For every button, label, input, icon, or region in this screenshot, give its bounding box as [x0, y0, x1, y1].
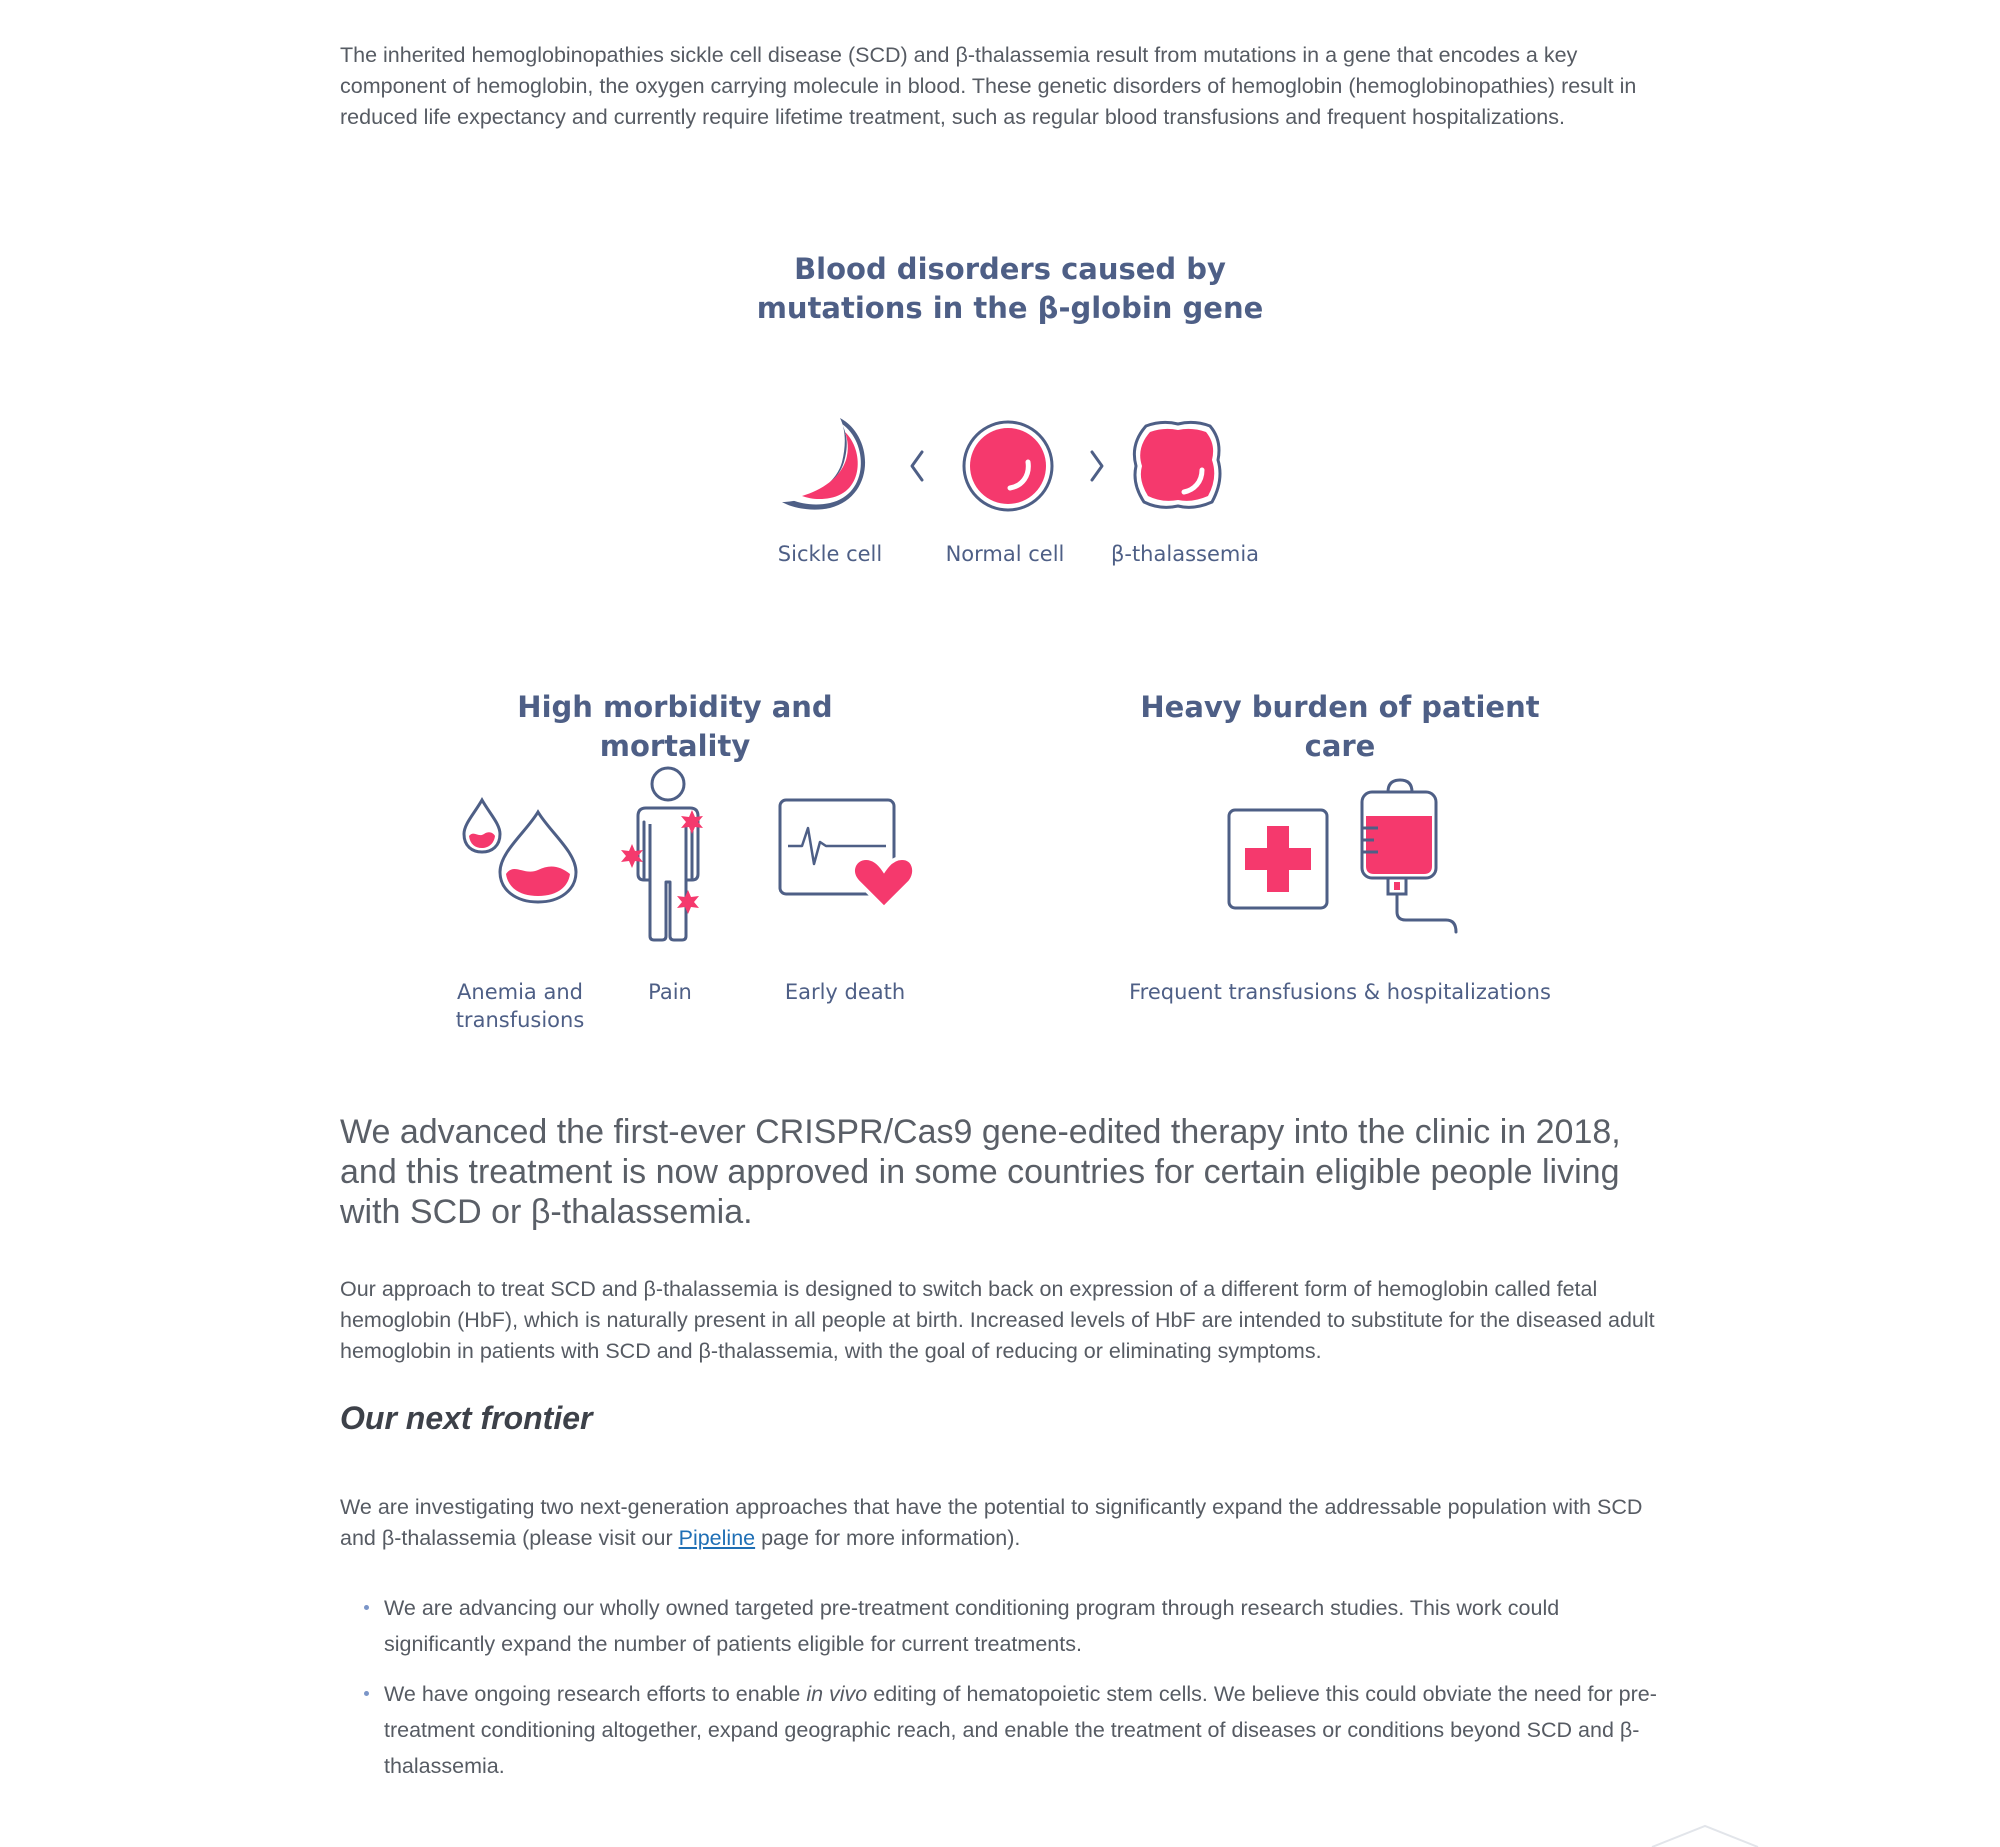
pipeline-link[interactable]: Pipeline [678, 1526, 756, 1550]
burden-title: Heavy burden of patient care [1140, 690, 1540, 763]
less-than-icon [912, 452, 922, 480]
anemia-label-line2: transfusions [455, 1008, 585, 1032]
person-pain-icon [620, 764, 710, 942]
frontier-text-after: page for more information). [755, 1526, 1021, 1550]
pain-label: Pain [648, 980, 692, 1004]
list-item [366, 1676, 1666, 1784]
sickle-cell-label: Sickle cell [777, 542, 883, 566]
cells-row [770, 410, 1250, 520]
bullet-text-before: We have ongoing research efforts to enable [384, 1682, 807, 1706]
figure-title-line1: Blood disorders caused by [794, 252, 1226, 286]
transfusions-hospitalizations-label: Frequent transfusions & hospitalizations [1129, 980, 1551, 1004]
morbidity-title: High morbidity and mortality [517, 690, 833, 763]
thalassemia-cell-icon [1134, 422, 1220, 507]
bullet-text: We are advancing our wholly owned targeted pre-treatment conditioning program through research studies. This work could significantly expand the number of patients eligible for current treatments. [384, 1596, 1560, 1656]
normal-cell-icon [964, 422, 1052, 510]
blood-drops-icon [462, 796, 582, 906]
frontier-text-before: We are investigating two next-generation approaches that have the potential to significantly expand the addressable population with SCD and β-thalassemia (please visit our [340, 1495, 1643, 1550]
iv-bag-icon [1358, 778, 1460, 934]
anemia-label-line1: Anemia and [457, 980, 583, 1004]
early-death-label: Early death [784, 980, 906, 1004]
intro-paragraph: The inherited hemoglobinopathies sickle cell disease (SCD) and β-thalassemia result from mutations in a gene that encodes a key component of hemoglobin, the oxygen carrying molecule in blood. These genetic disorders of hemoglobin (hemoglobinopathies) result in reduced life expectancy and currently require lifetime treatment, such as regular blood transfusions and frequent hospitalizations. [340, 43, 1637, 129]
bullet-dot [364, 1691, 369, 1696]
anemia-label [440, 978, 600, 1034]
heart-monitor-icon [778, 798, 914, 910]
frontier-bullet-list [366, 1590, 1666, 1798]
first-aid-icon [1227, 808, 1329, 910]
sickle-cell-icon [782, 418, 865, 510]
frontier-paragraph [340, 1492, 1660, 1554]
figure-title-line2: mutations in the β-globin gene [756, 291, 1264, 325]
normal-cell-label: Normal cell [945, 542, 1065, 566]
bullet-dot [364, 1605, 369, 1610]
greater-than-icon [1092, 452, 1102, 480]
bullet-text-italic: in vivo [806, 1682, 868, 1706]
decorative-chevron-icon [1650, 1824, 1760, 1847]
bullet-text-after: editing of hematopoietic stem cells. We believe this could obviate the need for pre-treatment conditioning altogether, expand geographic reach, and enable the treatment of diseases or conditions beyond SCD and β-thalassemia. [384, 1682, 1657, 1778]
thalassemia-label: β-thalassemia [1110, 542, 1260, 566]
approach-paragraph: Our approach to treat SCD and β-thalassemia is designed to switch back on expression of a different form of hemoglobin called fetal hemoglobin (HbF), which is naturally present in all people at birth. Increased levels of HbF are intended to substitute for the diseased adult hemoglobin in patients with SCD and β-thalassemia, with the goal of reducing or eliminating symptoms. [340, 1277, 1655, 1363]
list-item [366, 1590, 1666, 1662]
figure-title [700, 250, 1320, 328]
next-frontier-heading: Our next frontier [340, 1400, 593, 1436]
lead-statement: We advanced the first-ever CRISPR/Cas9 gene-edited therapy into the clinic in 2018, and this treatment is now approved in some countries for certain eligible people living with SCD or β-thalassemia. [340, 1113, 1621, 1231]
